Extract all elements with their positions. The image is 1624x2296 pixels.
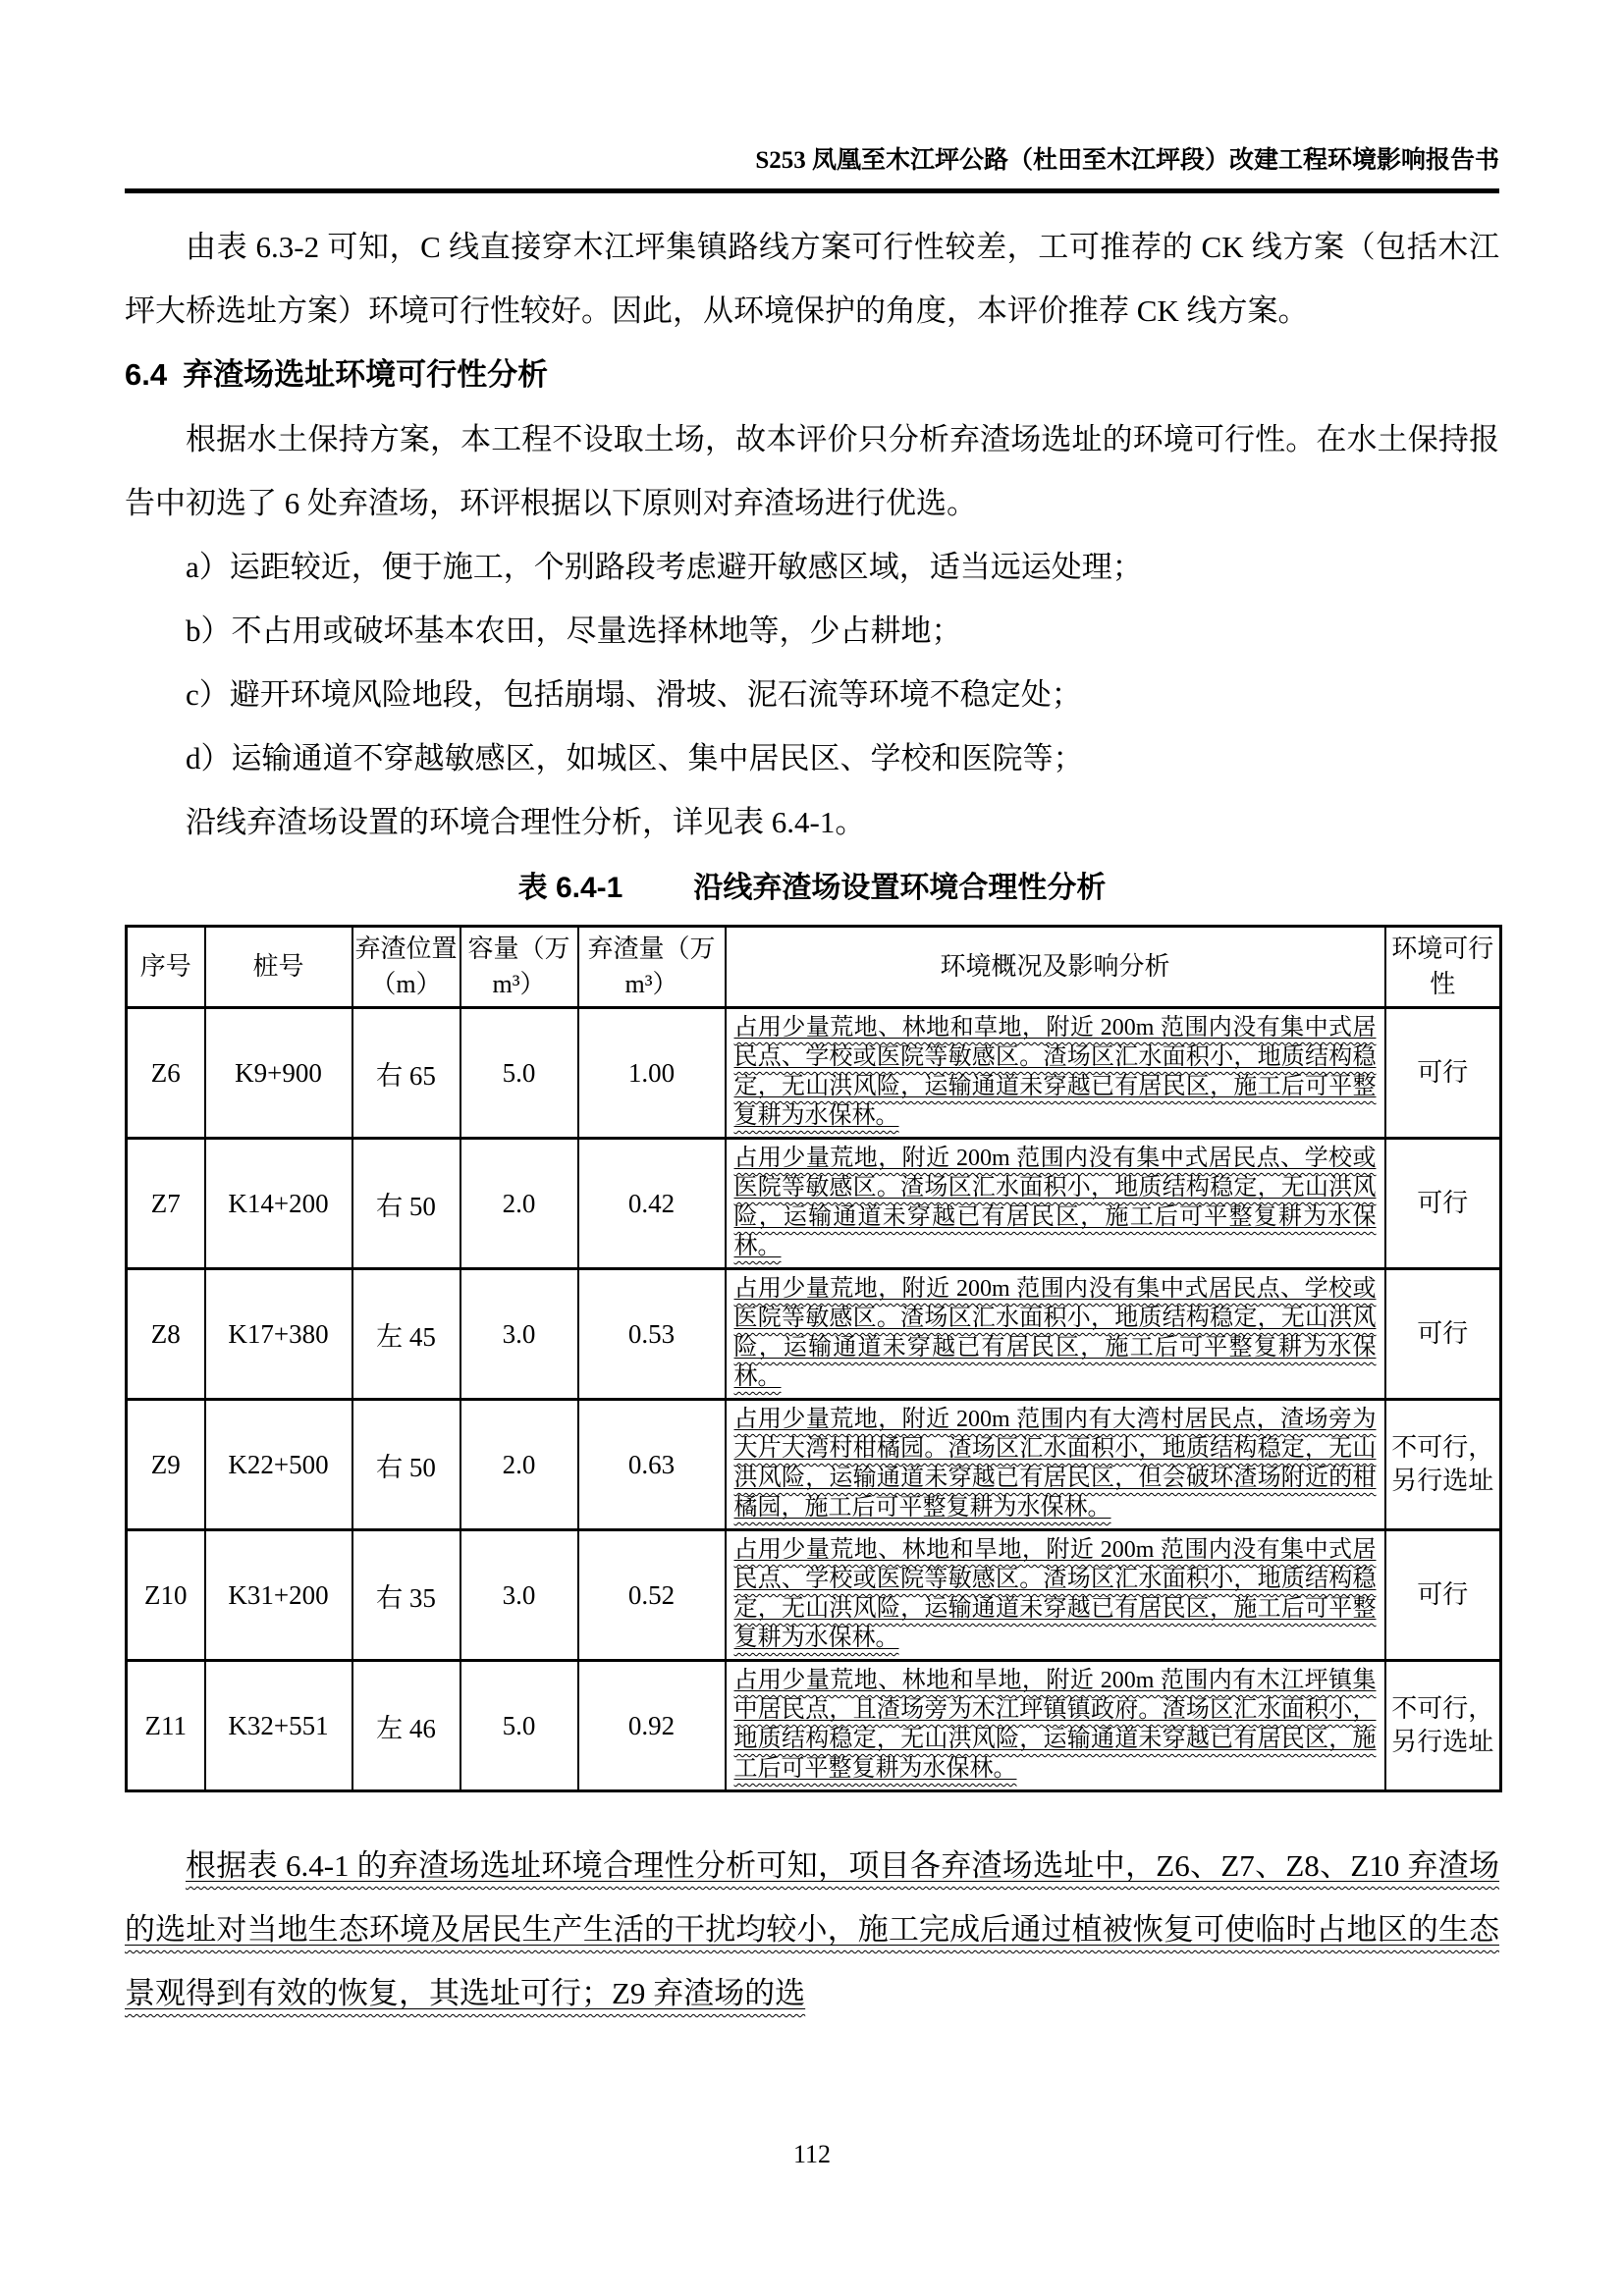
running-head: S253 凤凰至木江坪公路（杜田至木江坪段）改建工程环境影响报告书: [755, 147, 1499, 174]
column-header-position: 弃渣位置（m）: [352, 927, 460, 1008]
cell-analysis: [726, 1269, 1385, 1400]
tracked-text: 占用少量荒地，附近 200m 范围内没有集中式居民点、学校或医院等敏感区。渣场区汇水面积小，地质结构稳定，无山洪风险，运输通道未穿越已有居民区，施工后可平整复耕为水保林。: [733, 1276, 1377, 1390]
section-heading: [125, 343, 1499, 407]
cell-stake: K22+500: [205, 1400, 352, 1530]
list-item-a: a）运距较近，便于施工，个别路段考虑避开敏感区域，适当远运处理；: [186, 550, 1143, 584]
paragraph-conclusion: [125, 1834, 1499, 2025]
section-number: 6.4: [125, 357, 168, 392]
cell-capacity: 5.0: [460, 1661, 578, 1791]
table-caption-title: 沿线弃渣场设置环境合理性分析: [693, 872, 1107, 904]
page-number: 112: [792, 2140, 832, 2168]
list-item-b: b）不占用或破坏基本农田，尽量选择林地等，少占耕地；: [186, 614, 962, 648]
cell-feasibility: 可行: [1385, 1269, 1501, 1400]
tracked-text: 占用少量荒地，附近 200m 范围内有大湾村居民点，渣场旁为大片大湾村柑橘园。渣场区汇水面积小，地质结构稳定，无山洪风险，运输通道未穿越已有居民区，但会破坏渣场附近的柑橘园，施工后可平整复耕为水保林。: [733, 1407, 1377, 1521]
table-caption: [125, 860, 1499, 917]
cell-position: 左 46: [352, 1661, 460, 1791]
cell-stake: K14+200: [205, 1139, 352, 1269]
section-title: 弃渣场选址环境可行性分析: [183, 357, 549, 392]
paragraph-intro: 根据水土保持方案，本工程不设取土场，故本评价只分析弃渣场选址的环境可行性。在水土保持报告中初选了 6 处弃渣场，环评根据以下原则对弃渣场进行优选。: [125, 422, 1499, 520]
cell-capacity: 2.0: [460, 1400, 578, 1530]
cell-feasibility: 可行: [1385, 1008, 1501, 1139]
cell-position: 右 50: [352, 1139, 460, 1269]
cell-analysis: [726, 1661, 1385, 1791]
cell-serial: Z7: [127, 1139, 205, 1269]
page-header: [125, 145, 1499, 193]
cell-stake: K17+380: [205, 1269, 352, 1400]
column-header-volume: 弃渣量（万 m³）: [578, 927, 726, 1008]
tracked-text: 占用少量荒地、林地和旱地，附近 200m 范围内有木江坪镇集中居民点，且渣场旁为木江坪镇镇政府。渣场区汇水面积小，地质结构稳定，无山洪风险，运输通道未穿越已有居民区，施工后可平整复耕为水保林。: [733, 1668, 1377, 1782]
cell-feasibility: 可行: [1385, 1530, 1501, 1661]
tracked-text: 占用少量荒地、林地和草地，附近 200m 范围内没有集中式居民点、学校或医院等敏感区。渣场区汇水面积小，地质结构稳定，无山洪风险，运输通道未穿越已有居民区，施工后可平整复耕为水保林。: [733, 1015, 1377, 1129]
cell-serial: Z6: [127, 1008, 205, 1139]
cell-position: 右 35: [352, 1530, 460, 1661]
column-header-capacity: 容量（万 m³）: [460, 927, 578, 1008]
page-footer: [0, 2140, 1624, 2169]
cell-analysis: [726, 1400, 1385, 1530]
table-row: [127, 1530, 1501, 1661]
column-header-analysis: 环境概况及影响分析: [726, 927, 1385, 1008]
column-header-feasibility: 环境可行性: [1385, 927, 1501, 1008]
cell-volume: 0.53: [578, 1269, 726, 1400]
cell-capacity: 3.0: [460, 1530, 578, 1661]
cell-position: 右 50: [352, 1400, 460, 1530]
cell-volume: 0.92: [578, 1661, 726, 1791]
cell-position: 左 45: [352, 1269, 460, 1400]
table-caption-label: 表 6.4-1: [517, 872, 623, 904]
disposal-sites-table: [125, 925, 1502, 1792]
table-header-row: [127, 927, 1501, 1008]
cell-capacity: 2.0: [460, 1139, 578, 1269]
table-row: [127, 1269, 1501, 1400]
cell-capacity: 5.0: [460, 1008, 578, 1139]
tracked-text: 根据表 6.4-1 的弃渣场选址环境合理性分析可知，项目各弃渣场选址中，Z6、Z7、Z8、Z10 弃渣场的选址对当地生态环境及居民生产生活的干扰均较小，施工完成后通过植被恢复可使临时占地区的生态景观得到有效的恢复，其选址可行；Z9 弃渣场的选: [125, 1848, 1499, 2010]
cell-volume: 0.42: [578, 1139, 726, 1269]
tracked-text: 占用少量荒地、林地和旱地，附近 200m 范围内没有集中式居民点、学校或医院等敏感区。渣场区汇水面积小，地质结构稳定，无山洪风险，运输通道未穿越已有居民区，施工后可平整复耕为水保林。: [733, 1537, 1377, 1651]
cell-stake: K32+551: [205, 1661, 352, 1791]
cell-serial: Z10: [127, 1530, 205, 1661]
column-header-stake: 桩号: [205, 927, 352, 1008]
cell-analysis: [726, 1008, 1385, 1139]
cell-volume: 0.63: [578, 1400, 726, 1530]
cell-analysis: [726, 1530, 1385, 1661]
table-row: [127, 1008, 1501, 1139]
cell-stake: K9+900: [205, 1008, 352, 1139]
cell-volume: 0.52: [578, 1530, 726, 1661]
cell-feasibility: 不可行，另行选址: [1385, 1400, 1501, 1530]
cell-analysis: [726, 1139, 1385, 1269]
table-row: [127, 1400, 1501, 1530]
table-row: [127, 1139, 1501, 1269]
list-item-c: c）避开环境风险地段，包括崩塌、滑坡、泥石流等环境不稳定处；: [186, 677, 1082, 712]
cell-capacity: 3.0: [460, 1269, 578, 1400]
table-row: [127, 1661, 1501, 1791]
list-item-d: d）运输通道不穿越敏感区，如城区、集中居民区、学校和医院等；: [186, 741, 1084, 775]
cell-serial: Z11: [127, 1661, 205, 1791]
table-row: [127, 927, 1501, 1008]
tracked-text: 占用少量荒地，附近 200m 范围内没有集中式居民点、学校或医院等敏感区。渣场区汇水面积小，地质结构稳定，无山洪风险，运输通道未穿越已有居民区，施工后可平整复耕为水保林。: [733, 1146, 1377, 1259]
paragraph-route-conclusion: 由表 6.3-2 可知，C 线直接穿木江坪集镇路线方案可行性较差，工可推荐的 CK 线方案（包括木江坪大桥选址方案）环境可行性较好。因此，从环境保护的角度，本评价推荐 CK 线方案。: [125, 230, 1499, 328]
cell-volume: 1.00: [578, 1008, 726, 1139]
cell-feasibility: 不可行，另行选址: [1385, 1661, 1501, 1791]
cell-stake: K31+200: [205, 1530, 352, 1661]
cell-position: 右 65: [352, 1008, 460, 1139]
column-header-serial: 序号: [127, 927, 205, 1008]
cell-feasibility: 可行: [1385, 1139, 1501, 1269]
cell-serial: Z8: [127, 1269, 205, 1400]
cell-serial: Z9: [127, 1400, 205, 1530]
paragraph-table-reference: 沿线弃渣场设置的环境合理性分析，详见表 6.4-1。: [186, 805, 866, 839]
